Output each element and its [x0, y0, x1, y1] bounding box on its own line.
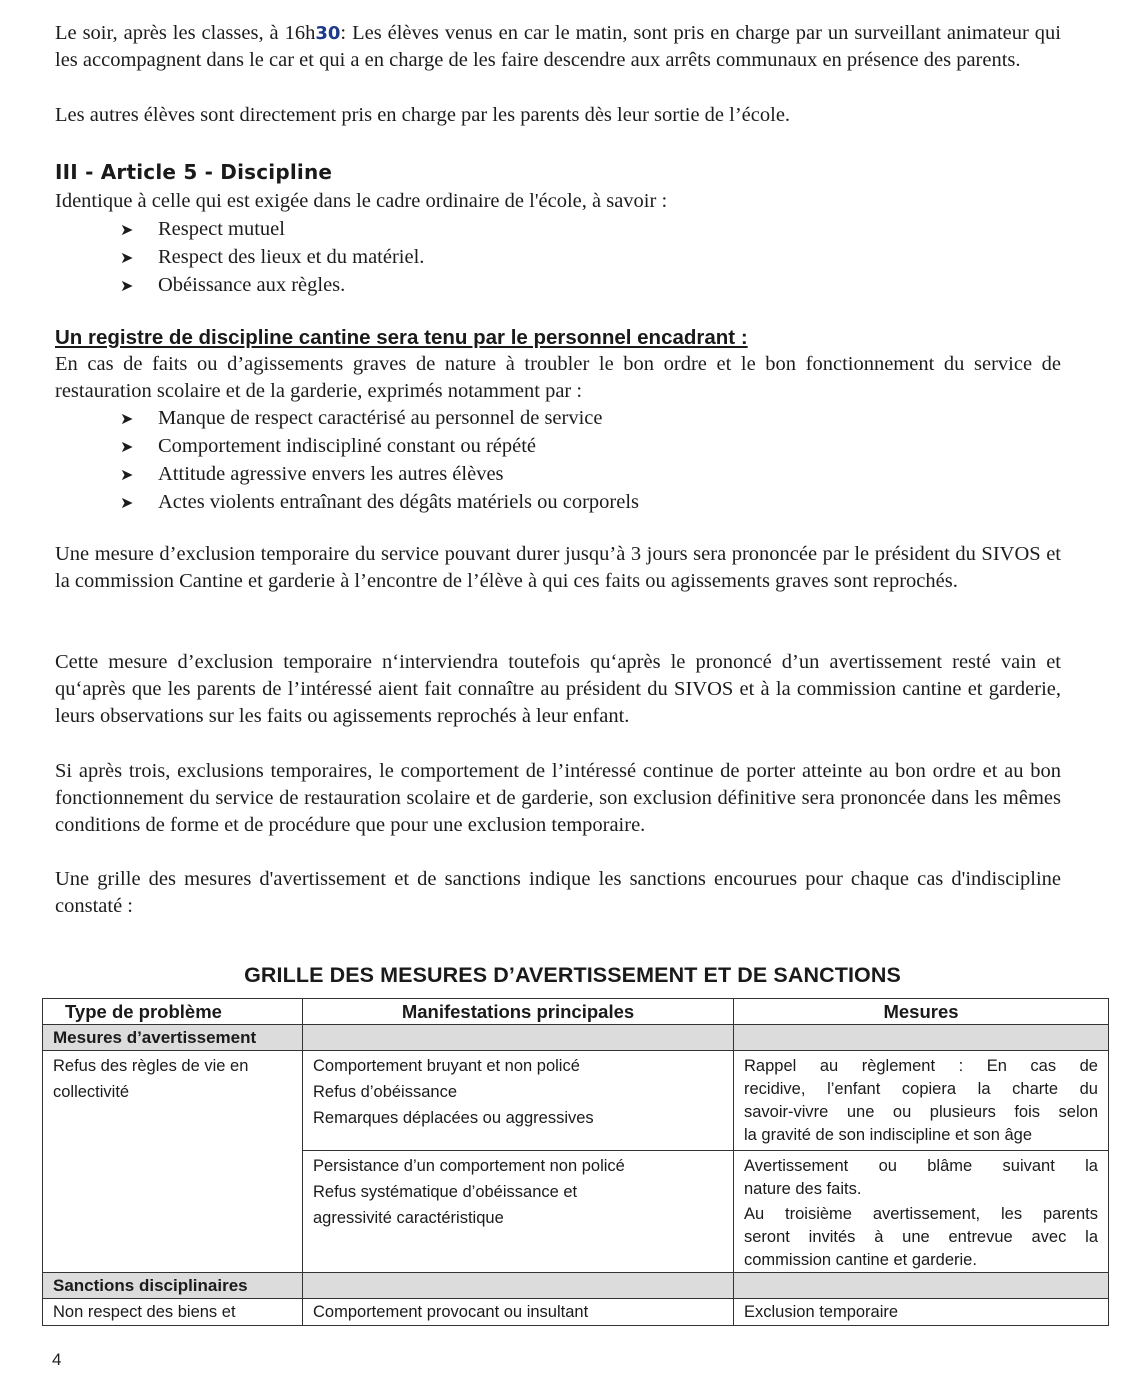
column-header-type: Type de problème	[43, 999, 303, 1025]
section-label: Mesures d’avertissement	[43, 1025, 303, 1051]
section-row-avertissement	[43, 1025, 1109, 1051]
arrow-bullet-icon: ➤	[120, 250, 134, 267]
cell-type: Refus des règles de vie en collectivité	[43, 1051, 303, 1273]
arrow-bullet-icon: ➤	[120, 495, 134, 512]
arrow-bullet-icon: ➤	[120, 278, 134, 295]
page-number: 4	[52, 1350, 62, 1369]
arrow-bullet-icon: ➤	[120, 439, 134, 456]
section-row-sanctions	[43, 1273, 1109, 1299]
registre-heading: Un registre de discipline cantine sera tenu par le personnel encadrant :	[55, 326, 748, 349]
column-header-manifestations: Manifestations principales	[303, 999, 734, 1025]
list-item: ➤ Comportement indiscipliné constant ou répété	[120, 433, 639, 461]
grid-title: GRILLE DES MESURES D’AVERTISSEMENT ET DE SANCTIONS	[244, 963, 901, 987]
cell-manifestations: Persistance d’un comportement non policé Refus systématique d’obéissance et agressivité caractéristique	[303, 1151, 734, 1273]
table-row	[43, 1299, 1109, 1326]
registre-list	[120, 405, 639, 517]
list-item: ➤ Actes violents entraînant des dégâts matériels ou corporels	[120, 489, 639, 517]
registre-intro: En cas de faits ou d’agissements graves de nature à troubler le bon ordre et le bon fonctionnement du service de restauration scolaire et de la garderie, exprimés notamment par :	[55, 353, 1061, 402]
list-item: ➤ Manque de respect caractérisé au personnel de service	[120, 405, 639, 433]
cell-manifestations: Comportement provocant ou insultant	[303, 1299, 734, 1326]
table-row	[43, 1051, 1109, 1151]
grille-intro-paragraph: Une grille des mesures d'avertissement et de sanctions indique les sanctions encourues pour chaque cas d'indiscipline constaté :	[55, 868, 1061, 917]
list-item: ➤ Respect des lieux et du matériel.	[120, 244, 424, 272]
article-5-list	[120, 216, 424, 300]
intro-paragraph-2: Les autres élèves sont directement pris en charge par les parents dès leur sortie de l’école.	[55, 104, 791, 126]
article-5-intro: Identique à celle qui est exigée dans le cadre ordinaire de l'école, à savoir :	[55, 190, 668, 212]
list-item: ➤ Obéissance aux règles.	[120, 272, 424, 300]
cell-type: Non respect des biens et	[43, 1299, 303, 1326]
handwritten-annotation: 30	[315, 23, 341, 44]
cell-manifestations: Comportement bruyant et non policé Refus d’obéissance Remarques déplacées ou aggressives	[303, 1051, 734, 1151]
definitive-paragraph: Si après trois, exclusions temporaires, le comportement de l’intéressé continue de porter atteinte au bon ordre et au bon fonctionnement du service de restauration scolaire et de garderie, son exclusion définitive sera prononcée dans les mêmes conditions de forme et de procédure que pour une exclusion temporaire.	[55, 760, 1061, 836]
arrow-bullet-icon: ➤	[120, 411, 134, 428]
arrow-bullet-icon: ➤	[120, 222, 134, 239]
exclusion-paragraph: Une mesure d’exclusion temporaire du service pouvant durer jusqu’à 3 jours sera prononcée par le président du SIVOS et la commission Cantine et garderie à l’encontre de l’élève à qui ces faits ou agissements graves sont reprochés.	[55, 543, 1061, 592]
article-5-heading: III - Article 5 - Discipline	[55, 160, 333, 184]
sanctions-grid-table	[42, 998, 1109, 1326]
section-label: Sanctions disciplinaires	[43, 1273, 303, 1299]
list-item: ➤ Attitude agressive envers les autres élèves	[120, 461, 639, 489]
intro-text-prefix: Le soir, après les classes, à 16h	[55, 22, 316, 44]
cell-mesures: Avertissement ou blâme suivant la nature des faits. Au troisième avertissement, les parents seront invités à une entrevue avec la commission cantine et garderie.	[734, 1151, 1109, 1273]
intro-text-suffix: : Les élèves venus en car le matin, sont pris en charge par un surveillant animateur qui les accompagnent dans le car et qui a en charge de les faire descendre aux arrêts communaux en présence des parents.	[55, 22, 1061, 71]
intro-paragraph	[55, 20, 1061, 74]
column-header-mesures: Mesures	[734, 999, 1109, 1025]
cell-mesures: Rappel au règlement : En cas de recidive, l’enfant copiera la charte du savoir-vivre une ou plusieurs fois selon la gravité de son indiscipline et son âge	[734, 1051, 1109, 1151]
list-item: ➤ Respect mutuel	[120, 216, 424, 244]
table-header-row	[43, 999, 1109, 1025]
arrow-bullet-icon: ➤	[120, 467, 134, 484]
avertissement-paragraph: Cette mesure d’exclusion temporaire n‘interviendra toutefois qu‘après le prononcé d’un avertissement resté vain et qu‘après que les parents de l’intéressé aient fait connaître au président du SIVOS et à la commission cantine et garderie, leurs observations sur les faits ou agissements reprochés à leur enfant.	[55, 651, 1061, 727]
cell-mesures: Exclusion temporaire	[734, 1299, 1109, 1326]
